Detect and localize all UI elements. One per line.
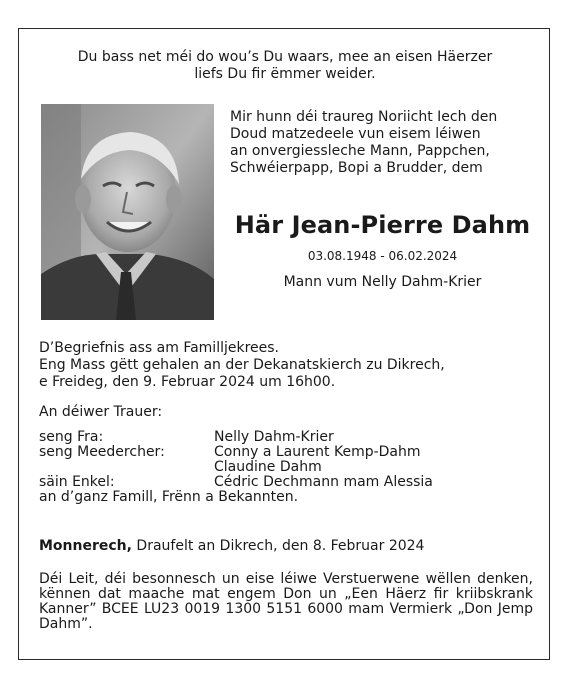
deceased-name: Här Jean-Pierre Dahm <box>234 211 531 239</box>
mourner-name: Nelly Dahm-Krier <box>214 429 334 445</box>
intro-quote <box>19 49 551 83</box>
mourner-role: säin Enkel: <box>39 474 115 490</box>
funeral-details <box>39 340 539 391</box>
portrait-photo <box>41 104 214 320</box>
mourner-name: Claudine Dahm <box>214 459 322 475</box>
intro-line: liefs Du fir ëmmer weider. <box>194 66 376 82</box>
obituary-notice <box>18 28 550 660</box>
announcement-line: Schwéierpapp, Bopi a Brudder, dem <box>230 160 483 176</box>
funeral-line: Eng Mass gëtt gehalen an der Dekanatskierch zu Dikrech, <box>39 357 445 373</box>
mourners-list <box>39 430 539 505</box>
mourner-row <box>39 430 539 445</box>
intro-line: Du bass net méi do wou’s Du waars, mee an eisen Häerzer <box>77 49 493 65</box>
announcement-line: Doud matzedeele vun eisem léiwen <box>230 126 481 142</box>
announcement-line: an onvergiessleche Mann, Pappchen, <box>230 143 490 159</box>
announcement-line: Mir hunn déi traureg Noriicht Iech den <box>230 109 498 125</box>
announcement-text <box>230 109 535 177</box>
mourner-row <box>39 445 539 475</box>
place-rest: Draufelt an Dikrech, den 8. Februar 2024 <box>131 538 425 554</box>
place-town: Monnerech, <box>39 538 132 554</box>
spouse-line: Mann vum Nelly Dahm-Krier <box>283 274 482 290</box>
mourner-name: Conny a Laurent Kemp-Dahm <box>214 444 421 460</box>
mourner-role: seng Fra: <box>39 429 104 445</box>
place-and-date <box>39 538 424 554</box>
mourning-title: An déiwer Trauer: <box>39 404 163 420</box>
life-dates: 03.08.1948 - 06.02.2024 <box>307 249 458 263</box>
donation-note: Déi Leit, déi besonnesch un eise léiwe Verstuerwene wëllen denken, kënnen dat maache mat engem Don un „Een Häerz fir kriibskrank Kanner” BCEE LU23 0019 1300 5151 6000 mam Vermierk „Don Jemp Dahm”. <box>39 571 533 632</box>
funeral-line: D’Begriefnis ass am Familljekrees. <box>39 340 279 356</box>
mourner-name: Cédric Dechmann mam Alessia <box>214 474 433 490</box>
funeral-line: e Freideg, den 9. Februar 2024 um 16h00. <box>39 374 336 390</box>
mourner-role: seng Meedercher: <box>39 444 165 460</box>
mourners-closing: an d’ganz Famill, Frënn a Bekannten. <box>39 489 299 505</box>
mourner-row <box>39 475 539 490</box>
